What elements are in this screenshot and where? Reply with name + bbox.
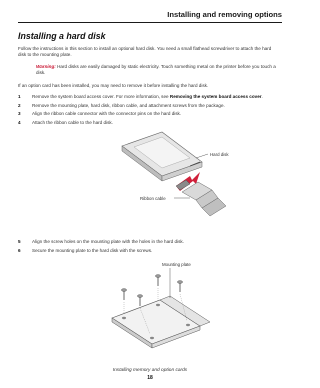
section-title: Installing a hard disk bbox=[18, 31, 106, 41]
step-2 bbox=[18, 103, 280, 109]
ribbon-cable-icon bbox=[176, 180, 226, 216]
steps-list-1 bbox=[18, 94, 280, 128]
step-text: Remove the mounting plate, hard disk, ribbon cable, and attachment screws from the package. bbox=[32, 102, 225, 108]
step-4 bbox=[18, 120, 280, 126]
option-card-note: If an option card has been installed, you may need to remove it before installing the hard disk. bbox=[18, 83, 209, 88]
warning-text: Hard disks are easily damaged by static electricity. Touch something metal on the printer before you touch a disk. bbox=[36, 64, 276, 76]
warning-label: Warning: bbox=[36, 64, 56, 69]
insert-arrow-icon bbox=[176, 172, 200, 191]
step-number: 4 bbox=[18, 119, 21, 125]
hard-disk-label: Hard disk bbox=[210, 152, 229, 157]
step-text: Remove the system board access cover. For more information, see bbox=[32, 94, 170, 99]
step-text: Secure the mounting plate to the hard disk with the screws. bbox=[32, 247, 153, 253]
mounting-plate-icon bbox=[112, 296, 210, 348]
step-text: Align the screw holes on the mounting plate with the holes in the hard disk. bbox=[32, 239, 184, 244]
step-number: 2 bbox=[18, 102, 21, 108]
page-header bbox=[18, 0, 282, 26]
step-text: Align the ribbon cable connector with the connector pins on the hard disk. bbox=[32, 111, 182, 117]
step-number: 1 bbox=[18, 94, 21, 99]
header-rule bbox=[18, 22, 282, 23]
hard-disk-icon bbox=[122, 132, 202, 181]
step-number: 6 bbox=[18, 247, 21, 253]
screw-icons bbox=[121, 275, 187, 334]
header-title: Installing and removing options bbox=[167, 10, 282, 19]
intro-paragraph: Follow the instructions in this section to install an optional hard disk. You need a small flathead screwdriver to attach the hard disk to the mounting plate. bbox=[18, 46, 272, 58]
ribbon-cable-label: Ribbon cable bbox=[140, 196, 166, 201]
page-number: 18 bbox=[147, 375, 153, 381]
step-6 bbox=[18, 248, 280, 254]
step-1 bbox=[18, 94, 280, 100]
warning-note bbox=[36, 64, 276, 76]
step-3 bbox=[18, 111, 280, 117]
step-text-end: . bbox=[261, 94, 263, 99]
step-number: 3 bbox=[18, 111, 21, 117]
screw-icon bbox=[177, 281, 187, 321]
screw-icon bbox=[155, 275, 160, 302]
hard-disk-leader bbox=[196, 154, 208, 158]
step-5 bbox=[18, 239, 280, 245]
mounting-plate-label: Mounting plate bbox=[162, 262, 191, 267]
steps-list-2 bbox=[18, 239, 280, 256]
screw-icon bbox=[137, 295, 150, 334]
step-text: Attach the ribbon cable to the hard disk. bbox=[32, 119, 113, 125]
step-link-text[interactable]: Removing the system board access cover bbox=[169, 94, 262, 99]
screw-icon bbox=[121, 289, 126, 314]
footer-title: Installing memory and option cards bbox=[112, 368, 188, 373]
step-number: 5 bbox=[18, 239, 21, 244]
